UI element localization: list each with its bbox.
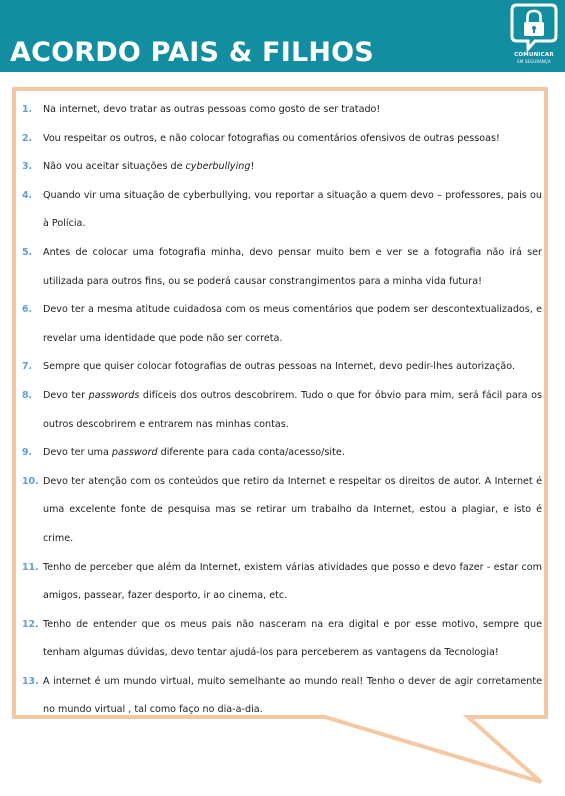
rule-text-segment: Quando vir uma situação de cyberbullying, vou reportar a situação a quem devo – professores, pais ou à Polícia. (43, 189, 542, 230)
rule-text-segment: Não vou aceitar situações de (43, 161, 186, 173)
rule-item (22, 96, 542, 125)
rule-text (43, 439, 542, 468)
rule-text (43, 296, 542, 353)
rule-text-segment: Devo ter a mesma atitude cuidadosa com os meus comentários que podem ser descontextualizados, e revelar uma identidade que pode não ser correta. (43, 304, 542, 344)
rule-number: 6. (22, 304, 33, 316)
rule-number: 13. (22, 675, 39, 687)
rule-text-segment: Tenho de perceber que além da Internet, existem várias atividades que posso e devo fazer - estar com amigos, passear, fazer desporto, ir ao cinema, etc. (43, 561, 542, 602)
rule-item (22, 182, 542, 239)
rule-number: 11. (22, 561, 39, 573)
rule-text (43, 153, 542, 182)
rule-item (22, 668, 542, 725)
rule-text (43, 125, 542, 154)
rule-text-emphasis: cyberbullying (185, 161, 251, 173)
rule-text-segment: A internet é um mundo virtual, muito semelhante ao mundo real! Tenho o dever de agir corretamente no mundo virtual , tal como faço no dia-a-dia. (43, 675, 542, 716)
rule-item (22, 353, 542, 382)
rule-text (43, 668, 542, 725)
rule-text (43, 611, 542, 668)
rule-text-segment: Devo ter (43, 389, 89, 401)
rule-item (22, 153, 542, 182)
logo-text-line1: COMUNICAR (514, 52, 554, 58)
rules-list (22, 96, 542, 725)
rule-text (43, 239, 542, 296)
rule-item (22, 439, 542, 468)
rule-number: 1. (22, 104, 33, 115)
rule-item (22, 296, 542, 353)
logo-text-line2: EM SEGURANÇA (517, 59, 551, 64)
rule-number: 7. (22, 361, 33, 373)
rule-text-segment: Vou respeitar os outros, e não colocar fotografias ou comentários ofensivos de outras pessoas! (43, 132, 500, 144)
rule-number: 10. (22, 475, 39, 487)
rule-text-segment: Na internet, devo tratar as outras pessoas como gosto de ser tratado! (43, 104, 381, 115)
rule-number: 4. (22, 189, 33, 201)
rule-text-emphasis: password (111, 447, 158, 459)
rule-text-segment: ! (250, 161, 255, 173)
rule-text-segment: Devo ter atenção com os conteúdos que retiro da Internet e respeitar os direitos de autor. A Internet é uma excelente fonte de pesquisa mas se retirar um trabalho da Internet, estou a plagiar, e isto é crime. (43, 475, 542, 544)
rule-item (22, 125, 542, 154)
rule-text (43, 182, 542, 239)
rule-number: 2. (22, 132, 33, 144)
rule-number: 12. (22, 618, 39, 630)
rule-text (43, 554, 542, 611)
rule-number: 9. (22, 447, 33, 459)
rule-text-segment: diferente para cada conta/acesso/site. (157, 447, 345, 459)
rule-number: 8. (22, 389, 33, 401)
rule-text (43, 96, 542, 125)
rule-text-segment: Antes de colocar uma fotografia minha, devo pensar muito bem e ver se a fotografia não irá ser utilizada para outros fins, ou se poderá causar constrangimentos para a minha vida futura! (43, 246, 542, 287)
rule-text (43, 468, 542, 554)
rule-item (22, 611, 542, 668)
rule-text (43, 382, 542, 439)
rule-text-segment: Tenho de entender que os meus pais não nasceram na era digital e por esse motivo, sempre que tenham algumas dúvidas, devo tentar ajudá-los para perceberem as vantagens da Tecnologia! (43, 618, 542, 659)
rule-number: 3. (22, 161, 33, 173)
rule-item (22, 382, 542, 439)
rule-text (43, 353, 542, 382)
rule-text-emphasis: passwords (88, 389, 140, 401)
rule-item (22, 239, 542, 296)
page-title: ACORDO PAIS & FILHOS (10, 37, 374, 68)
rule-item (22, 554, 542, 611)
rule-text-segment: difíceis dos outros descobrirem. Tudo o que for óbvio para mim, será fácil para os outros descobrirem e entrarem nas minhas contas. (43, 389, 542, 430)
rule-text-segment: Sempre que quiser colocar fotografias de outras pessoas na Internet, devo pedir-lhes autorização. (43, 361, 516, 373)
rule-number: 5. (22, 246, 33, 258)
rule-text-segment: Devo ter uma (43, 447, 112, 459)
rule-item (22, 468, 542, 554)
